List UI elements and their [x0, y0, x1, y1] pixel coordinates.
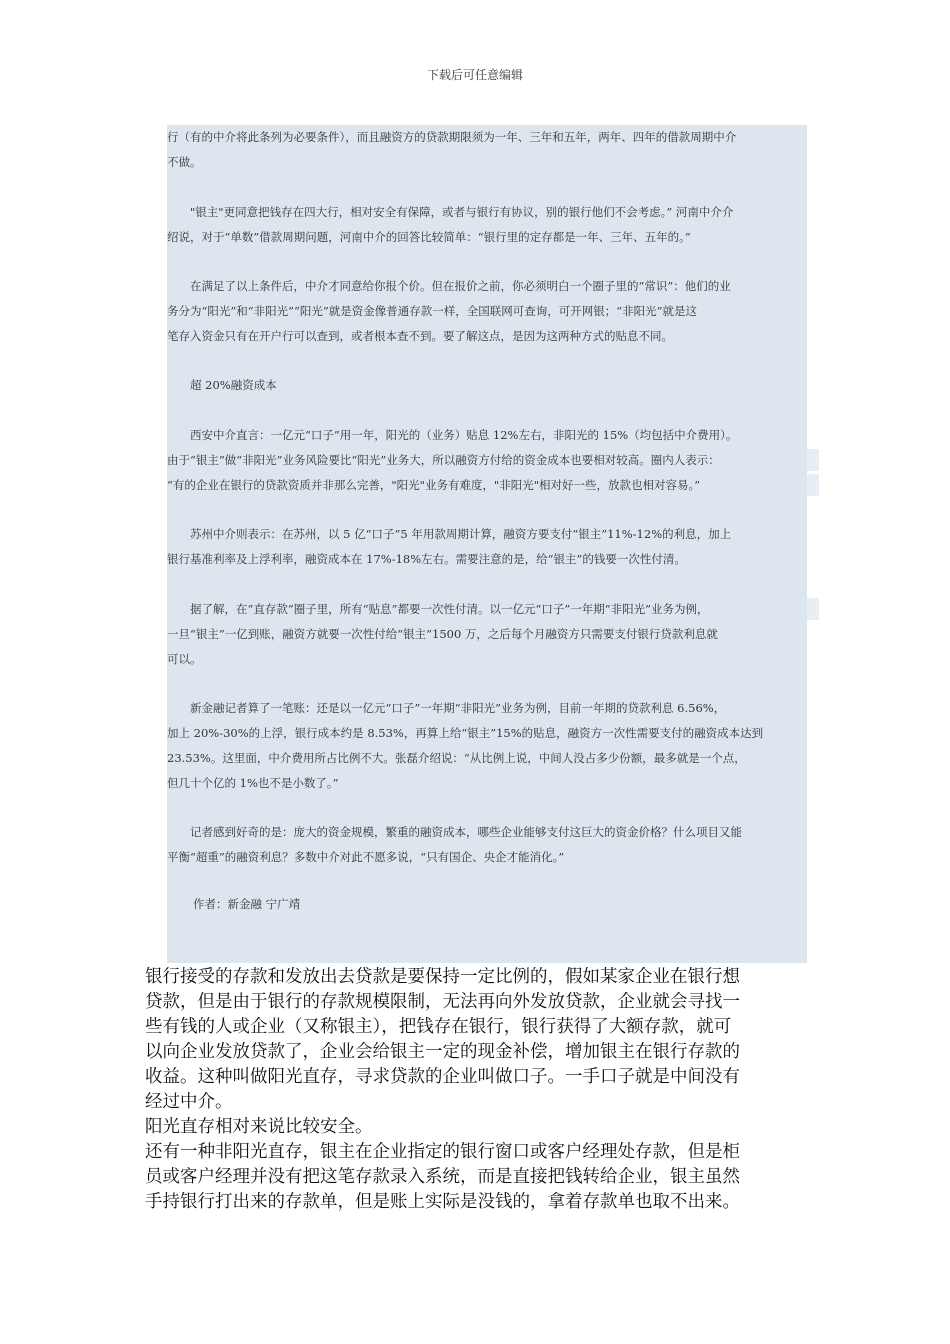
article-line: 据了解，在“直存款”圈子里，所有“贴息”都要一次性付清。以一亿元“口子”一年期“非阳光”业务为例，	[167, 602, 709, 616]
article-paragraph	[167, 423, 807, 498]
article-line: 可以。	[167, 652, 202, 666]
article-line: 新金融记者算了一笔账：还是以一亿元“口子”一年期“非阳光”业务为例，目前一年期的贷款利息 6.56%，	[167, 701, 726, 715]
body-line: 收益。这种叫做阳光直存，寻求贷款的企业叫做口子。一手口子就是中间没有	[145, 1067, 740, 1087]
article-line: 绍说，对于“单数”借款周期问题，河南中介的回答比较简单：“银行里的定存都是一年、三年、五年的。”	[167, 230, 691, 244]
body-text	[145, 965, 805, 1215]
body-line: 员或客户经理并没有把这笔存款录入系统，而是直接把钱转给企业，银主虽然	[145, 1167, 740, 1187]
body-line: 银行接受的存款和发放出去贷款是要保持一定比例的，假如某家企业在银行想	[145, 967, 740, 987]
article-line: 银行基准利率及上浮利率，融资成本在 17%-18%左右。需要注意的是，给“银主”的钱要一次性付清。	[167, 552, 686, 566]
article-line: 一旦“银主”一亿到账，融资方就要一次性付给“银主”1500 万，之后每个月融资方只需要支付银行贷款利息就	[167, 627, 718, 641]
article-line: 加上 20%-30%的上浮，银行成本约是 8.53%，再算上给“银主”15%的贴息，融资方一次性需要支付的融资成本达到	[167, 726, 764, 740]
article-paragraph	[167, 522, 807, 572]
article-line: 不做。	[167, 155, 202, 169]
article-paragraph	[167, 200, 807, 250]
article-paragraph	[167, 597, 807, 672]
body-line: 阳光直存相对来说比较安全。	[145, 1117, 373, 1137]
article-byline: 作者：新金融 宁广靖	[193, 897, 301, 911]
quoted-article	[167, 125, 807, 963]
article-line: 笔存入资金只有在开户行可以查到，或者根本查不到。要了解这点，是因为这两种方式的贴息不同。	[167, 329, 673, 343]
body-line: 以向企业发放贷款了，企业会给银主一定的现金补偿，增加银主在银行存款的	[145, 1042, 740, 1062]
body-line: 还有一种非阳光直存，银主在企业指定的银行窗口或客户经理处存款，但是柜	[145, 1142, 740, 1162]
overflow-shade	[807, 598, 819, 620]
article-paragraph	[167, 820, 807, 870]
article-line: 由于“银主”做“非阳光”业务风险要比“阳光”业务大，所以融资方付给的资金成本也要相对较高。圈内人表示：	[167, 453, 720, 467]
article-line: "银主"更同意把钱存在四大行，相对安全有保障，或者与银行有协议，别的银行他们不会考虑。” 河南中介介	[167, 205, 734, 219]
article-line: 西安中介直言：一亿元“口子”用一年，阳光的（业务）贴息 12%左右，非阳光的 15%（均包括中介费用）。	[167, 428, 738, 442]
article-line: 在满足了以上条件后，中介才同意给你报个价。但在报价之前，你必须明白一个圈子里的“常识”：他们的业	[167, 279, 731, 293]
body-line: 手持银行打出来的存款单，但是账上实际是没钱的，拿着存款单也取不出来。	[145, 1192, 740, 1212]
article-paragraph	[167, 125, 807, 175]
overflow-shade	[807, 474, 819, 496]
article-line: 行（有的中介将此条列为必要条件），而且融资方的贷款期限须为一年、三年和五年，两年、四年的借款周期中介	[167, 130, 737, 144]
article-paragraph	[167, 696, 807, 796]
page-header: 下载后可任意编辑	[426, 68, 523, 82]
body-line: 贷款，但是由于银行的存款规模限制，无法再向外发放贷款，企业就会寻找一	[145, 992, 740, 1012]
article-line: 务分为“阳光”和“非阳光”“阳光”就是资金像普通存款一样，全国联网可查询，可开网银；“非阳光”就是这	[167, 304, 698, 318]
article-line: 平衡“超重”的融资利息？多数中介对此不愿多说，“只有国企、央企才能消化。”	[167, 850, 565, 864]
article-line: 苏州中介则表示：在苏州，以 5 亿“口子”5 年用款周期计算，融资方要支付“银主”11%-12%的利息，加上	[167, 527, 732, 541]
body-line: 经过中介。	[145, 1092, 233, 1112]
body-line: 些有钱的人或企业（又称银主），把钱存在银行，银行获得了大额存款，就可	[145, 1017, 732, 1037]
overflow-shade	[807, 449, 819, 471]
article-line: 超 20%融资成本	[167, 378, 277, 392]
article-line: “有的企业在银行的贷款资质并非那么完善，"阳光"业务有难度，"非阳光"相对好一些，放款也相对容易。”	[167, 478, 701, 492]
article-line: 23.53%。这里面，中介费用所占比例不大。张磊介绍说：“从比例上说，中间人没占多少份额，最多就是一个点，	[167, 751, 746, 765]
article-subheading	[167, 373, 807, 398]
article-paragraph	[167, 274, 807, 349]
article-line: 但几十个亿的 1%也不是小数了。”	[167, 776, 339, 790]
article-line: 记者感到好奇的是：庞大的资金规模，繁重的融资成本，哪些企业能够支付这巨大的资金价格？什么项目又能	[167, 825, 742, 839]
